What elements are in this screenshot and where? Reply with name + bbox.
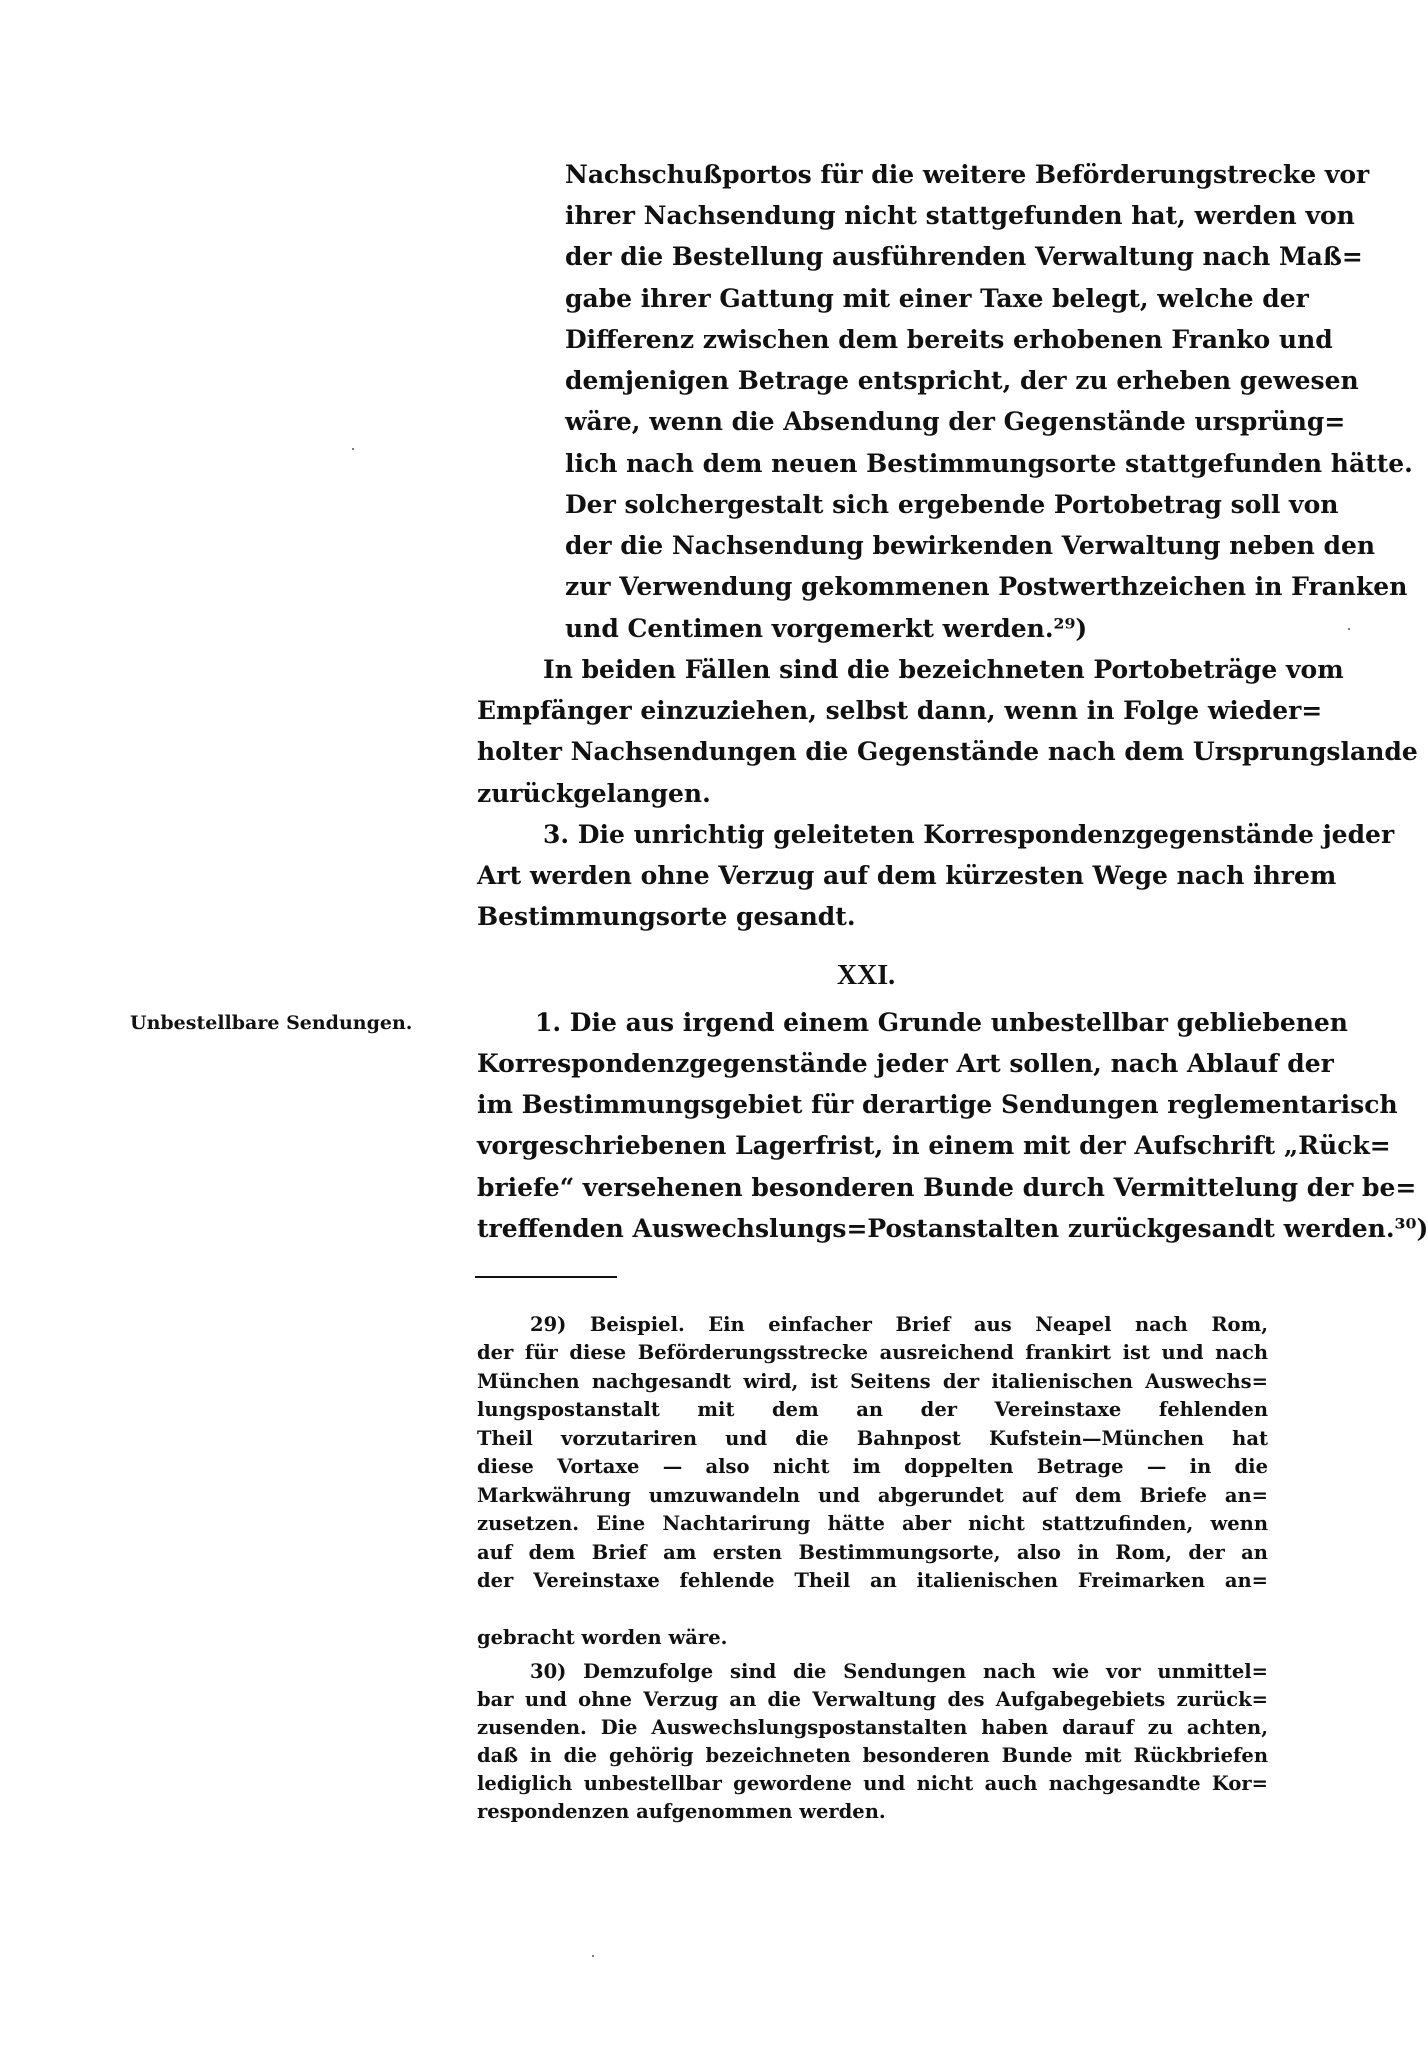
text-line: wäre, wenn die Absendung der Gegenstände ursprüng= [565,407,1346,436]
text-line: lich nach dem neuen Bestimmungsorte stattgefunden hätte. [565,449,1413,478]
section-heading: XXI. [836,960,896,991]
text-line: zur Verwendung gekommenen Postwerthzeichen in Franken [565,572,1408,601]
footnote-line: 29) Beispiel. Ein einfacher Brief aus Neapel nach Rom, [530,1313,1268,1336]
text-line: gabe ihrer Gattung mit einer Taxe belegt, welche der [565,284,1309,313]
footnote-separator [475,1276,617,1278]
text-line: Der solchergestalt sich ergebende Portobetrag soll von [565,490,1339,519]
margin-note: Unbestellbare Sendungen. [130,1012,413,1034]
footnote-line: zusetzen. Eine Nachtarirung hätte aber nicht stattzufinden, wenn [477,1512,1268,1535]
text-line: 3. Die unrichtig geleiteten Korrespondenzgegenstände jeder [543,820,1395,849]
text-line: der die Bestellung ausführenden Verwaltung nach Maß= [565,242,1363,271]
text-line: zurückgelangen. [477,779,711,808]
text-line: im Bestimmungsgebiet für derartige Sendungen reglementarisch [477,1090,1398,1119]
footnote-line: lediglich unbestellbar gewordene und nicht auch nachgesandte Kor= [477,1772,1268,1795]
text-line: In beiden Fällen sind die bezeichneten Portobeträge vom [543,655,1344,684]
text-line: Differenz zwischen dem bereits erhobenen Franko und [565,325,1333,354]
text-line: Bestimmungsorte gesandt. [477,902,856,931]
text-line: treffenden Auswechslungs=Postanstalten zurückgesandt werden.³⁰) [477,1214,1428,1243]
footnote-line: zusenden. Die Auswechslungspostanstalten haben darauf zu achten, [477,1716,1268,1739]
footnote-line: bar und ohne Verzug an die Verwaltung des Aufgabegebiets zurück= [477,1688,1268,1711]
footnote-line: Markwährung umzuwandeln und abgerundet auf dem Briefe an= [477,1484,1268,1507]
footnote-line: München nachgesandt wird, ist Seitens der italienischen Auswechs= [477,1370,1268,1393]
text-line: Art werden ohne Verzug auf dem kürzesten Wege nach ihrem [477,861,1337,890]
text-line: demjenigen Betrage entspricht, der zu erheben gewesen [565,366,1359,395]
footnote-line: daß in die gehörig bezeichneten besonderen Bunde mit Rückbriefen [477,1744,1268,1767]
text-line: Empfänger einzuziehen, selbst dann, wenn in Folge wieder= [477,696,1323,725]
footnote-line: der für diese Beförderungsstrecke ausreichend frankirt ist und nach [477,1341,1268,1364]
footnote-line: Theil vorzutariren und die Bahnpost Kufstein—München hat [477,1427,1268,1450]
footnote-line: diese Vortaxe — also nicht im doppelten Betrage — in die [477,1455,1268,1478]
footnote-line: gebracht worden wäre. [477,1626,728,1649]
scan-speck [352,448,354,450]
footnote-line: lungspostanstalt mit dem an der Vereinstaxe fehlenden [477,1398,1268,1421]
text-line: der die Nachsendung bewirkenden Verwaltung neben den [565,531,1376,560]
text-line: vorgeschriebenen Lagerfrist, in einem mit der Aufschrift „Rück= [477,1131,1391,1160]
footnote-line: 30) Demzufolge sind die Sendungen nach wie vor unmittel= [530,1660,1268,1683]
footnote-line: respondenzen aufgenommen werden. [477,1800,886,1823]
text-line: 1. Die aus irgend einem Grunde unbestellbar gebliebenen [535,1008,1348,1037]
text-line: briefe“ versehenen besonderen Bunde durch Vermittelung der be= [477,1173,1417,1202]
text-line: holter Nachsendungen die Gegenstände nach dem Ursprungslande [477,737,1418,766]
footnote-line: der Vereinstaxe fehlende Theil an italienischen Freimarken an= [477,1569,1268,1592]
text-line: ihrer Nachsendung nicht stattgefunden hat, werden von [565,201,1355,230]
footnote-line: auf dem Brief am ersten Bestimmungsorte, also in Rom, der an [477,1541,1268,1564]
text-line: und Centimen vorgemerkt werden.²⁹) [565,614,1088,643]
text-line: Korrespondenzgegenstände jeder Art sollen, nach Ablauf der [477,1049,1334,1078]
text-line: Nachschußportos für die weitere Beförderungstrecke vor [565,160,1370,189]
scan-speck [592,1955,594,1957]
scan-speck [1348,628,1350,630]
